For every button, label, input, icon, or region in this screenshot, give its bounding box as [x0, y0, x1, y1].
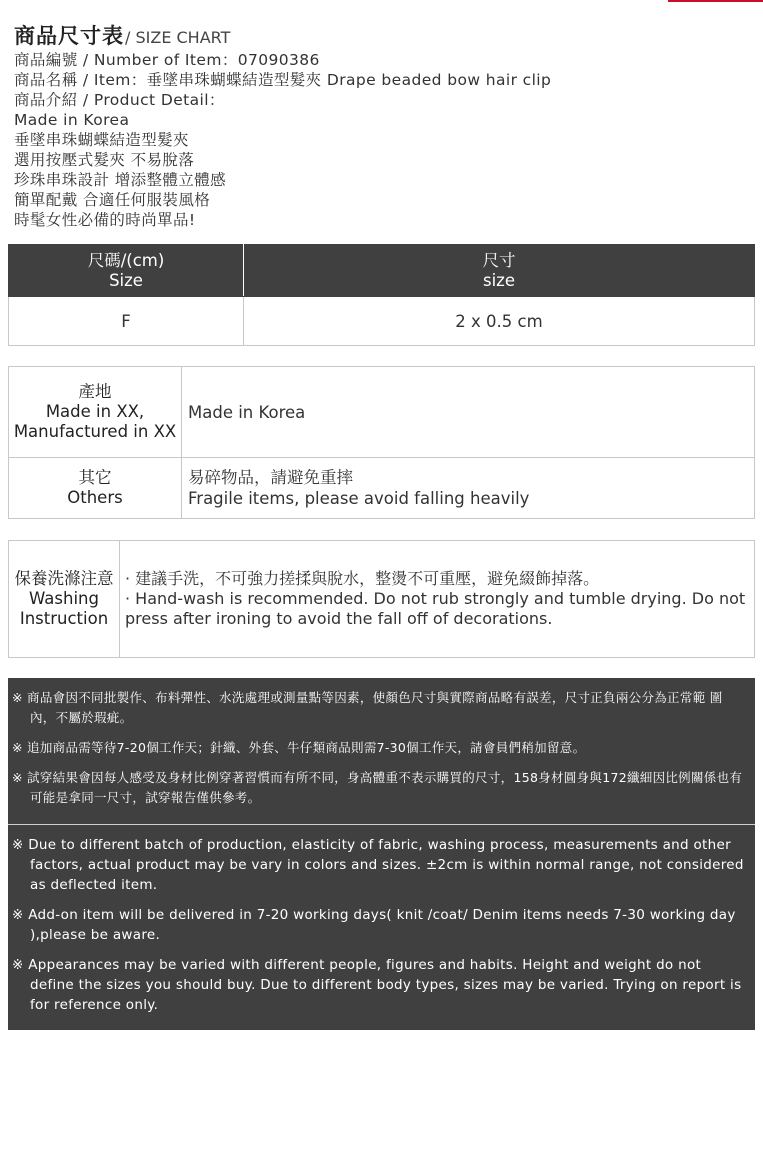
title-zh: 商品尺寸表 — [14, 24, 124, 48]
product-detail-label: 商品介紹 / Product Detail： — [14, 91, 225, 109]
title-en: / SIZE CHART — [125, 28, 231, 47]
size-table — [8, 244, 755, 346]
note-item: ※ Appearances may be varied with different people, figures and habits. Height and weight do not define the sizes you should buy. Due to different body types, sizes may be varied. Trying on report is for reference only. — [12, 957, 742, 1013]
washing-value-zh: · 建議手洗，不可強力搓揉與脫水，整燙不可重壓，避免綴飾掉落。 — [125, 569, 600, 588]
note-item: ※ Due to different batch of production, elasticity of fabric, washing process, measurements and other factors, actual product may be vary in colors and sizes. ±2cm is within normal range, not considered as deflected item. — [12, 837, 744, 893]
others-value-zh: 易碎物品，請避免重摔 — [188, 468, 353, 487]
detail-line: 選用按壓式髮夾 不易脫落 — [14, 151, 195, 169]
origin-label — [9, 367, 182, 458]
washing-label — [9, 541, 120, 658]
detail-line: Made in Korea — [14, 111, 130, 129]
size-column-header — [9, 245, 244, 297]
dimension-column-header — [244, 245, 755, 297]
note-item: ※ 商品會因不同批製作、布料彈性、水洗處理或測量點等因素，使顏色尺寸與實際商品略有誤差，尺寸正負兩公分為正常範 圍內，不屬於瑕疵。 — [12, 690, 723, 725]
washing-value-en: · Hand-wash is recommended. Do not rub strongly and tumble drying. Do not press after ironing to avoid the fall off of decorations. — [125, 589, 746, 628]
detail-line: 時髦女性必備的時尚單品! — [14, 211, 196, 229]
washing-label-en: Washing Instruction — [19, 589, 109, 628]
washing-value — [120, 541, 755, 658]
dimension-header-en: size — [483, 270, 515, 290]
notes-zh — [8, 678, 755, 808]
table-row — [9, 297, 755, 346]
others-value — [182, 458, 755, 519]
note-item: ※ 試穿結果會因每人感受及身材比例穿著習慣而有所不同，身高體重不表示購買的尺寸，158身材圓身與172纖細因比例關係也有可能是拿同一尺寸，試穿報告僅供參考。 — [12, 770, 743, 805]
notes-en — [12, 835, 749, 1025]
detail-line: 垂墜串珠蝴蝶結造型髮夾 — [14, 131, 189, 149]
detail-line: 簡單配戴 合適任何服裝風格 — [14, 191, 211, 209]
origin-label-en: Made in XX, Manufactured in XX — [13, 402, 177, 441]
origin-label-zh: 產地 — [78, 382, 112, 401]
detail-line: 珍珠串珠設計 增添整體立體感 — [14, 171, 227, 189]
size-cell: F — [9, 297, 244, 346]
origin-table — [8, 366, 755, 519]
washing-label-zh: 保養洗滌注意 — [14, 569, 114, 588]
notes-divider — [8, 824, 755, 825]
note-item: ※ Add-on item will be delivered in 7-20 working days( knit /coat/ Denim items needs 7-30 working day ),please be aware. — [12, 907, 736, 943]
item-number: 商品編號 / Number of Item：07090386 — [14, 51, 320, 69]
note-item: ※ 追加商品需等待7-20個工作天；針織、外套、牛仔類商品則需7-30個工作天，請會員們稍加留意。 — [12, 740, 586, 755]
origin-row — [9, 367, 755, 458]
others-label-zh: 其它 — [78, 468, 112, 487]
others-row — [9, 458, 755, 519]
size-table-header — [9, 245, 755, 297]
washing-row — [9, 541, 755, 658]
origin-value: Made in Korea — [182, 367, 755, 458]
notes-panel — [8, 678, 755, 1030]
dimension-header-zh: 尺寸 — [482, 250, 516, 270]
size-header-en: Size — [109, 270, 143, 290]
others-value-en: Fragile items, please avoid falling heavily — [188, 489, 530, 508]
size-header-zh: 尺碼/(cm) — [87, 250, 165, 270]
dimension-cell: 2 x 0.5 cm — [244, 297, 755, 346]
product-info — [14, 50, 754, 230]
others-label — [9, 458, 182, 519]
item-name: 商品名稱 / Item：垂墜串珠蝴蝶結造型髮夾 Drape beaded bow hair clip — [14, 71, 552, 89]
page-title — [14, 20, 754, 46]
washing-table — [8, 540, 755, 658]
top-accent-bar — [668, 0, 763, 2]
others-label-en: Others — [67, 488, 123, 507]
product-header — [14, 20, 754, 230]
